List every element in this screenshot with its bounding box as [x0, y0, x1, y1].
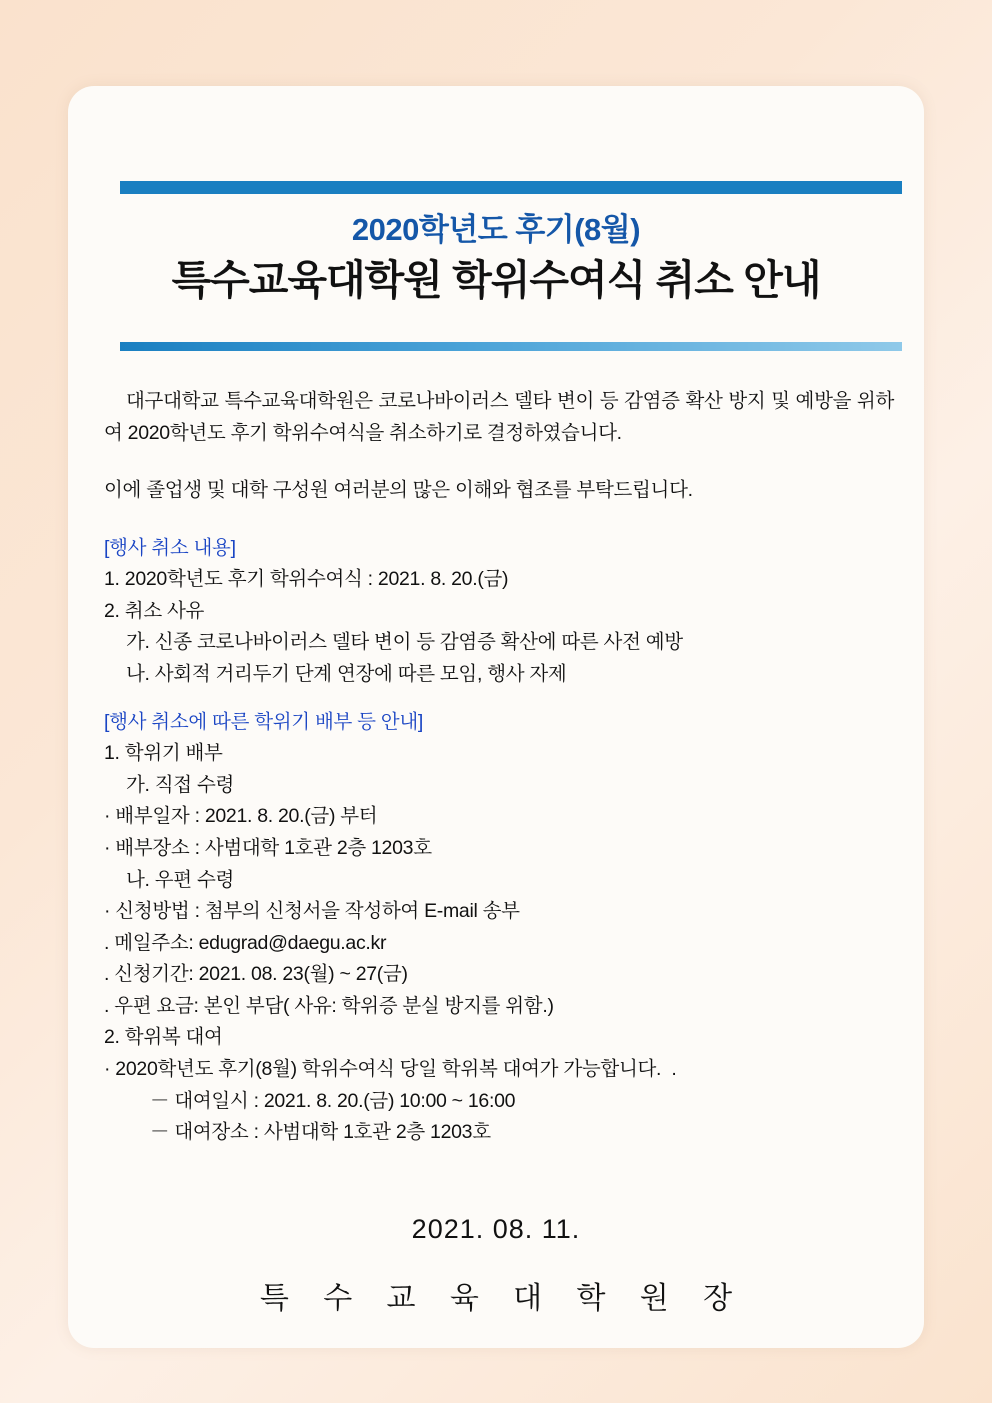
- title-subline: 2020학년도 후기(8월): [351, 212, 641, 247]
- section-heading-cancellation: [행사 취소 내용]: [104, 536, 236, 559]
- list-item: 2. 취소 사유: [104, 599, 205, 622]
- list-item: 나. 우편 수령: [126, 868, 235, 891]
- title-block: [68, 211, 924, 307]
- list-item: 나. 사회적 거리두기 단계 연장에 따른 모임, 행사 자제: [126, 663, 567, 686]
- second-paragraph: 이에 졸업생 및 대학 구성원 여러분의 많은 이해와 협조를 부탁드립니다.: [104, 479, 693, 502]
- intro-paragraph: 대구대학교 특수교육대학원은 코로나바이러스 델타 변이 등 감염증 확산 방지 및 예방을 위하여 2020학년도 후기 학위수여식을 취소하기로 결정하였습니다.: [104, 390, 894, 444]
- list-item: 2. 학위복 대여: [104, 1026, 223, 1049]
- list-item: . 신청기간: 2021. 08. 23(월) ~ 27(금): [104, 963, 408, 986]
- spacer: [104, 691, 894, 707]
- spacer: [104, 459, 894, 475]
- section-heading-diploma: [행사 취소에 따른 학위기 배부 등 안내]: [104, 710, 423, 733]
- list-item: 1. 학위기 배부: [104, 742, 223, 765]
- page-title: 특수교육대학원 학위수여식 취소 안내: [171, 256, 821, 303]
- list-item: － 대여장소 : 사범대학 1호관 2층 1203호: [150, 1121, 491, 1144]
- list-item: － 대여일시 : 2021. 8. 20.(금) 10:00 ~ 16:00: [150, 1089, 516, 1112]
- bottom-divider-bar: [120, 342, 902, 351]
- list-item: · 2020학년도 후기(8월) 학위수여식 당일 학위복 대여가 가능합니다. .: [104, 1057, 677, 1080]
- list-item: . 메일주소: edugrad@daegu.ac.kr: [104, 931, 387, 954]
- top-divider-bar: [120, 181, 902, 194]
- signer-title: 특 수 교 육 대 학 원 장: [259, 1282, 746, 1315]
- list-item: · 신청방법 : 첨부의 신청서을 작성하여 E-mail 송부: [104, 900, 520, 923]
- list-item: 1. 2020학년도 후기 학위수여식 : 2021. 8. 20.(금): [104, 568, 509, 591]
- list-item: · 배부장소 : 사범대학 1호관 2층 1203호: [104, 836, 432, 859]
- spacer: [104, 517, 894, 533]
- notice-page: [68, 86, 924, 1348]
- notice-date: 2021. 08. 11.: [411, 1214, 581, 1244]
- list-item: 가. 직접 수령: [126, 773, 235, 796]
- notice-body: [104, 386, 894, 1149]
- footer-block: [68, 1214, 924, 1317]
- list-item: . 우편 요금: 본인 부담( 사유: 학위증 분실 방지를 위함.): [104, 994, 554, 1017]
- list-item: 가. 신종 코로나바이러스 델타 변이 등 감염증 확산에 따른 사전 예방: [126, 631, 683, 654]
- list-item: · 배부일자 : 2021. 8. 20.(금) 부터: [104, 805, 378, 828]
